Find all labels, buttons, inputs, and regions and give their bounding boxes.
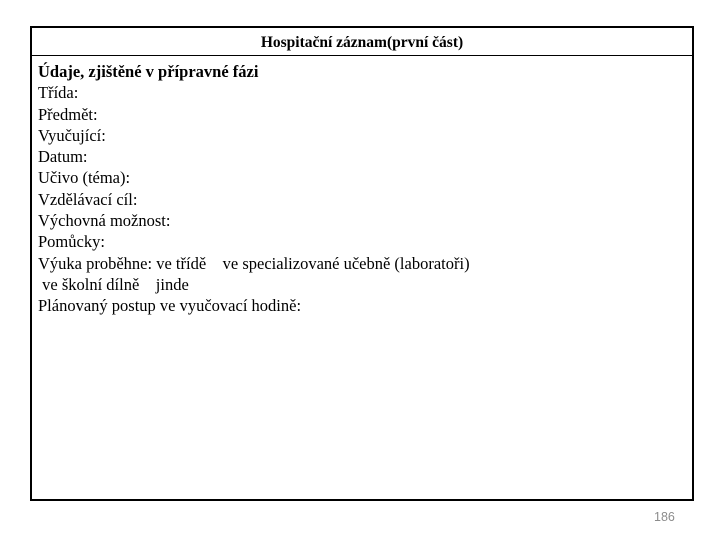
slide-number: 186 <box>654 510 675 524</box>
field-date: Datum: <box>38 147 88 167</box>
form-title: Hospitační záznam(první část) <box>32 28 692 56</box>
form-body <box>32 56 692 317</box>
field-teacher: Vyučující: <box>38 125 106 145</box>
field-upbringing-opportunity: Výchovná možnost: <box>38 211 171 231</box>
section-heading: Údaje, zjištěné v přípravné fázi <box>38 62 259 81</box>
field-educational-goal: Vzdělávací cíl: <box>38 189 138 209</box>
field-subject: Předmět: <box>38 104 98 124</box>
field-aids: Pomůcky: <box>38 232 105 252</box>
field-class: Třída: <box>38 83 79 103</box>
venue-options-line-1: Výuka proběhne: ve třídě ve specializované učebně (laboratoři) <box>38 253 470 273</box>
field-topic: Učivo (téma): <box>38 168 131 188</box>
field-planned-procedure: Plánovaný postup ve vyučovací hodině: <box>38 296 302 316</box>
venue-options-line-2: ve školní dílně jinde <box>38 274 189 294</box>
hospitation-form <box>30 26 694 501</box>
